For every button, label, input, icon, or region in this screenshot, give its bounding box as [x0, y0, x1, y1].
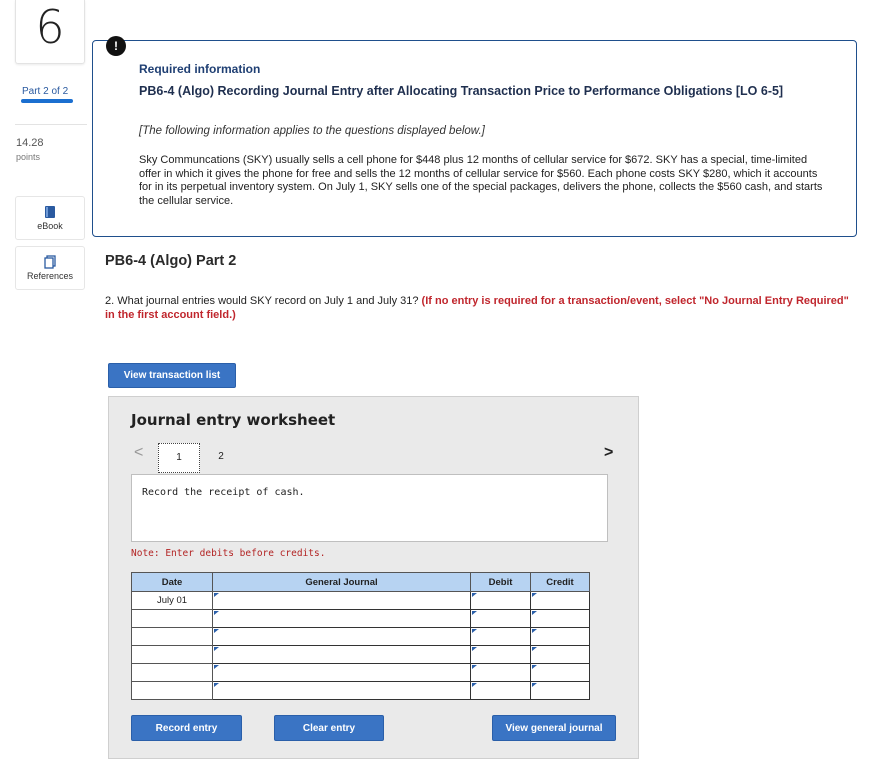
- debit-input[interactable]: [471, 646, 531, 664]
- table-row: [132, 682, 590, 700]
- date-cell: [132, 664, 213, 682]
- references-button[interactable]: [15, 246, 85, 290]
- date-cell: [132, 628, 213, 646]
- table-row: [132, 592, 590, 610]
- question-number: 6: [35, 0, 65, 54]
- references-icon: [43, 255, 57, 269]
- credit-input[interactable]: [531, 628, 590, 646]
- journal-table: [131, 572, 590, 700]
- account-input[interactable]: [213, 646, 471, 664]
- account-input[interactable]: [213, 628, 471, 646]
- debit-input[interactable]: [471, 592, 531, 610]
- clear-entry-button[interactable]: Clear entry: [274, 715, 384, 741]
- ebook-button[interactable]: [15, 196, 85, 240]
- part-heading: PB6-4 (Algo) Part 2: [105, 253, 237, 269]
- account-input[interactable]: [213, 682, 471, 700]
- question-text: [105, 294, 850, 322]
- credit-input[interactable]: [531, 682, 590, 700]
- previous-entry-arrow-icon[interactable]: <: [134, 444, 144, 461]
- transaction-description: Record the receipt of cash.: [142, 487, 305, 498]
- debit-input[interactable]: [471, 664, 531, 682]
- journal-table-header: [132, 573, 590, 592]
- credit-input[interactable]: [531, 592, 590, 610]
- credit-input[interactable]: [531, 646, 590, 664]
- debit-input[interactable]: [471, 682, 531, 700]
- table-row: [132, 646, 590, 664]
- question-instruction: (If no entry is required for a transaction/event, select "No Journal Entry Required" in the first account field.): [105, 295, 849, 321]
- debits-credits-note: Note: Enter debits before credits.: [131, 548, 326, 559]
- debit-input[interactable]: [471, 610, 531, 628]
- applies-note: [The following information applies to the questions displayed below.]: [139, 125, 485, 137]
- sidebar-divider: [15, 124, 87, 125]
- table-row: [132, 664, 590, 682]
- view-transaction-list-button[interactable]: View transaction list: [108, 363, 236, 388]
- question-prompt: 2. What journal entries would SKY record on July 1 and July 31?: [105, 295, 419, 307]
- ebook-label: eBook: [37, 221, 63, 231]
- date-cell: [132, 682, 213, 700]
- table-row: [132, 610, 590, 628]
- credit-input[interactable]: [531, 610, 590, 628]
- entry-tab-1[interactable]: 1: [158, 443, 200, 473]
- question-number-box: [15, 0, 85, 64]
- view-general-journal-button[interactable]: View general journal: [492, 715, 616, 741]
- column-header-date: Date: [132, 573, 213, 592]
- part-progress-bar: [21, 99, 73, 103]
- credit-input[interactable]: [531, 664, 590, 682]
- column-header-credit: Credit: [531, 573, 590, 592]
- transaction-description-box: [131, 474, 608, 542]
- book-icon: [43, 205, 57, 219]
- date-cell: [132, 646, 213, 664]
- account-input[interactable]: [213, 592, 471, 610]
- column-header-debit: Debit: [471, 573, 531, 592]
- references-label: References: [26, 271, 74, 281]
- account-input[interactable]: [213, 664, 471, 682]
- required-information-heading: Required information: [139, 62, 261, 76]
- account-input[interactable]: [213, 610, 471, 628]
- date-cell: July 01: [132, 592, 213, 610]
- debit-input[interactable]: [471, 628, 531, 646]
- date-cell: [132, 610, 213, 628]
- record-entry-button[interactable]: Record entry: [131, 715, 242, 741]
- worksheet-title: Journal entry worksheet: [131, 411, 336, 429]
- scenario-text: Sky Communcations (SKY) usually sells a cell phone for $448 plus 12 months of cellular service for $672. SKY has a special, time-limited offer in which it gives the phone for free and sells the 12 months of cellular service for $560. Each phone costs SKY $280, which it accounts for in its perpetual inventory system. On July 1, SKY sells one of the special packages, delivers the phone, collects the $560 cash, and starts the cellular service.: [139, 154, 823, 207]
- alert-icon: !: [106, 36, 126, 56]
- part-indicator: Part 2 of 2: [22, 86, 69, 97]
- column-header-general-journal: General Journal: [213, 573, 471, 592]
- problem-title: PB6-4 (Algo) Recording Journal Entry after Allocating Transaction Price to Performance Obligations [LO 6-5]: [139, 84, 784, 98]
- points-value: 14.28: [16, 137, 44, 149]
- table-row: [132, 628, 590, 646]
- next-entry-arrow-icon[interactable]: >: [604, 444, 614, 461]
- points-label: points: [16, 152, 41, 162]
- entry-tab-2[interactable]: 2: [218, 451, 224, 462]
